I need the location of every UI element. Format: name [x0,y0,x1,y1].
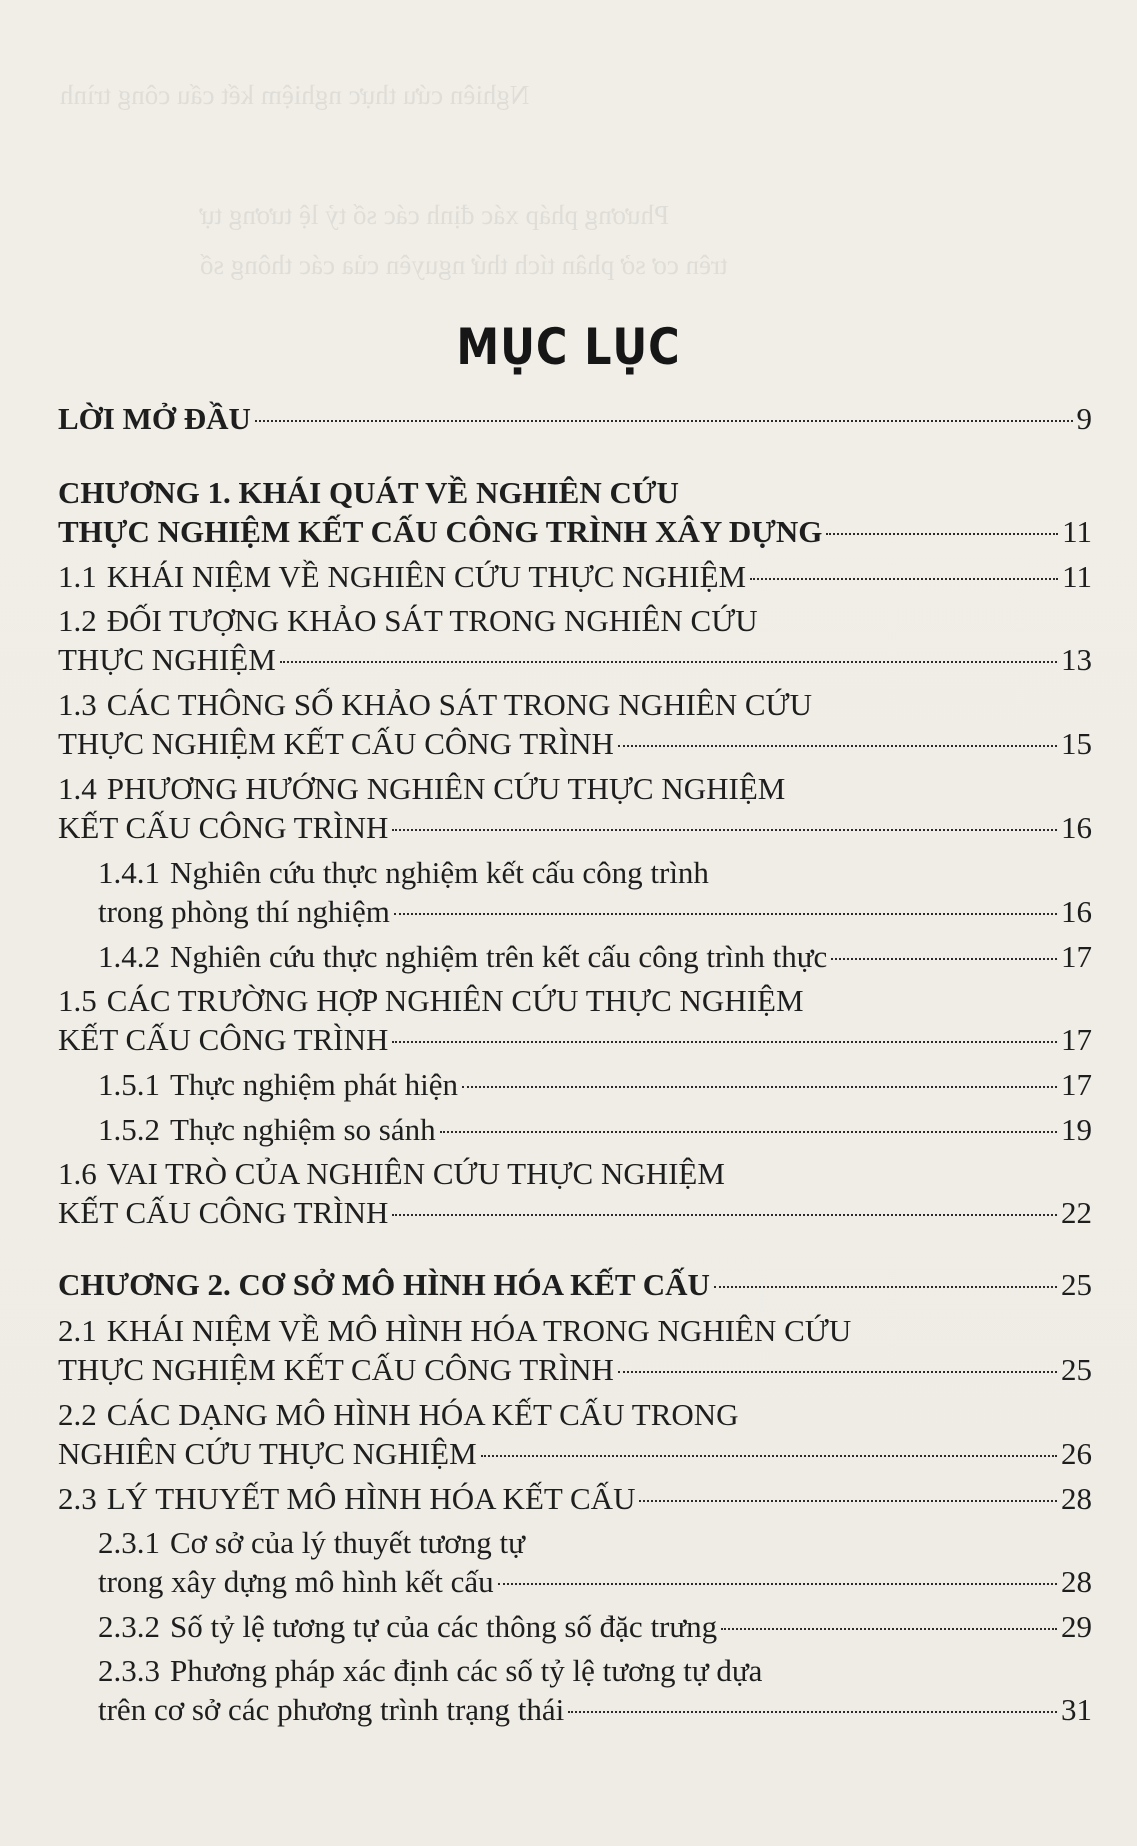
toc-entry-label: LỜI MỞ ĐẦU [58,401,251,436]
toc-section-1-2-line-1[interactable] [58,602,1092,640]
dot-leader [750,578,1058,580]
dot-leader [831,958,1057,960]
toc-chapter-1-line-1[interactable] [58,474,1092,512]
section-number: 2.2 [58,1397,97,1432]
toc-section-1-6-line-1[interactable] [58,1155,1092,1193]
toc-section-1-5-line-2[interactable] [58,1021,1092,1059]
toc-page-number: 28 [1061,1481,1092,1516]
toc-subsection-2-3-3-line-2[interactable] [98,1691,1092,1729]
toc-entry-label: Nghiên cứu thực nghiệm kết cấu công trình [170,855,709,890]
toc-subsection-1-5-1[interactable] [98,1066,1092,1104]
toc-section-2-3[interactable] [58,1480,1092,1518]
dot-leader [255,420,1073,422]
toc-entry-label: KẾT CẤU CÔNG TRÌNH [58,810,389,845]
dot-leader [568,1711,1057,1713]
section-number: 2.3 [58,1481,97,1516]
toc-entry-label: Thực nghiệm phát hiện [170,1067,458,1102]
toc-entry-label: Nghiên cứu thực nghiệm trên kết cấu công trình thực [170,939,828,974]
toc-page-number: 9 [1076,401,1092,436]
toc-entry-label: KHÁI NIỆM VỀ MÔ HÌNH HÓA TRONG NGHIÊN CỨU [106,1313,852,1348]
dot-leader [481,1455,1057,1457]
toc-page-number: 22 [1061,1195,1092,1230]
dot-leader [714,1286,1057,1288]
toc-page-number: 13 [1061,642,1092,677]
section-number: 1.4.1 [98,855,160,890]
dot-leader [639,1500,1057,1502]
section-number: 1.5 [58,983,97,1018]
toc-section-2-2-line-2[interactable] [58,1435,1092,1473]
toc-section-1-5-line-1[interactable] [58,982,1092,1020]
toc-page-number: 31 [1061,1692,1092,1727]
dot-leader [392,829,1057,831]
toc-entry-label: ĐỐI TƯỢNG KHẢO SÁT TRONG NGHIÊN CỨU [106,603,758,638]
toc-page-number: 26 [1061,1436,1092,1471]
toc-page-number: 25 [1061,1267,1092,1302]
toc-subsection-1-4-1-line-2[interactable] [98,893,1092,931]
toc-section-1-1[interactable] [58,558,1092,596]
toc-page-number: 29 [1061,1609,1092,1644]
toc-entry-label: Cơ sở của lý thuyết tương tự [170,1525,525,1560]
toc-entry-label: trong xây dựng mô hình kết cấu [98,1564,494,1599]
toc-page-number: 28 [1061,1564,1092,1599]
toc-section-1-3-line-2[interactable] [58,725,1092,763]
toc-entry-label: THỰC NGHIỆM KẾT CẤU CÔNG TRÌNH XÂY DỰNG [58,514,823,549]
dot-leader [618,745,1057,747]
toc-page-number: 17 [1061,1067,1092,1102]
toc-entry-label: CHƯƠNG 2. CƠ SỞ MÔ HÌNH HÓA KẾT CẤU [58,1267,710,1302]
toc-subsection-2-3-1-line-2[interactable] [98,1563,1092,1601]
toc-section-1-4-line-2[interactable] [58,809,1092,847]
toc-section-2-2-line-1[interactable] [58,1396,1092,1434]
section-number: 1.1 [58,559,97,594]
toc-section-2-1-line-1[interactable] [58,1312,1092,1350]
toc-entry-label: THỰC NGHIỆM KẾT CẤU CÔNG TRÌNH [58,726,614,761]
toc-page-number: 17 [1061,1022,1092,1057]
toc-section-2-1-line-2[interactable] [58,1351,1092,1389]
toc-entry-label: Thực nghiệm so sánh [170,1112,436,1147]
show-through-texture: trên cơ sở phân tích thứ nguyên của các thông số [200,250,728,280]
toc-entry-label: THỰC NGHIỆM [58,642,276,677]
toc-section-1-2-line-2[interactable] [58,641,1092,679]
toc-page-number: 17 [1061,939,1092,974]
toc-subsection-1-4-2[interactable] [98,938,1092,976]
section-number: 1.4 [58,771,97,806]
toc-entry-label: Phương pháp xác định các số tỷ lệ tương tự dựa [170,1653,763,1688]
toc-subsection-1-5-2[interactable] [98,1111,1092,1149]
toc-entry-label: CHƯƠNG 1. KHÁI QUÁT VỀ NGHIÊN CỨU [58,475,679,510]
dot-leader [440,1131,1057,1133]
dot-leader [392,1041,1057,1043]
toc-subsection-1-4-1-line-1[interactable] [98,854,1092,892]
toc-entry-label: Số tỷ lệ tương tự của các thông số đặc trưng [170,1609,718,1644]
show-through-texture: Phương pháp xác định các số tỷ lệ tương tự [200,200,670,230]
toc-entry-label: LÝ THUYẾT MÔ HÌNH HÓA KẾT CẤU [106,1481,636,1516]
section-number: 1.5.2 [98,1112,160,1147]
toc-chapter-1-line-2[interactable] [58,513,1092,551]
section-number: 1.4.2 [98,939,160,974]
section-number: 1.3 [58,687,97,722]
toc-page-number: 11 [1062,514,1092,549]
dot-leader [721,1628,1057,1630]
dot-leader [462,1086,1057,1088]
dot-leader [498,1583,1057,1585]
page-title: MỤC LỤC [456,318,681,376]
toc-subsection-2-3-1-line-1[interactable] [98,1524,1092,1562]
dot-leader [826,533,1058,535]
toc-entry-label: KẾT CẤU CÔNG TRÌNH [58,1022,389,1057]
section-number: 2.1 [58,1313,97,1348]
toc-entry-label: PHƯƠNG HƯỚNG NGHIÊN CỨU THỰC NGHIỆM [106,771,786,806]
toc-subsection-2-3-3-line-1[interactable] [98,1652,1092,1690]
section-number: 1.6 [58,1156,97,1191]
toc-page-number: 15 [1061,726,1092,761]
toc-chapter-2[interactable] [58,1266,1092,1304]
toc-entry-label: THỰC NGHIỆM KẾT CẤU CÔNG TRÌNH [58,1352,614,1387]
dot-leader [618,1371,1057,1373]
toc-entry-label: KẾT CẤU CÔNG TRÌNH [58,1195,389,1230]
toc-subsection-2-3-2[interactable] [98,1608,1092,1646]
toc-entry-label: VAI TRÒ CỦA NGHIÊN CỨU THỰC NGHIỆM [106,1156,725,1191]
toc-entry-label: NGHIÊN CỨU THỰC NGHIỆM [58,1436,477,1471]
toc-entry-label: CÁC TRƯỜNG HỢP NGHIÊN CỨU THỰC NGHIỆM [106,983,804,1018]
dot-leader [392,1214,1057,1216]
toc-page-number: 16 [1061,894,1092,929]
section-number: 2.3.3 [98,1653,160,1688]
show-through-texture: Nghiên cứu thực nghiệm kết cấu công trình [60,80,530,110]
toc-entry-label: trong phòng thí nghiệm [98,894,390,929]
toc-entry-preface[interactable] [58,400,1092,438]
section-number: 1.5.1 [98,1067,160,1102]
section-number: 2.3.2 [98,1609,160,1644]
toc-section-1-6-line-2[interactable] [58,1194,1092,1232]
section-number: 2.3.1 [98,1525,160,1560]
section-number: 1.2 [58,603,97,638]
toc-page-number: 25 [1061,1352,1092,1387]
toc-page-number: 11 [1062,559,1092,594]
dot-leader [394,913,1057,915]
toc-entry-label: CÁC DẠNG MÔ HÌNH HÓA KẾT CẤU TRONG [106,1397,739,1432]
toc-entry-label: trên cơ sở các phương trình trạng thái [98,1692,565,1727]
toc-page-number: 16 [1061,810,1092,845]
toc-section-1-4-line-1[interactable] [58,770,1092,808]
toc-section-1-3-line-1[interactable] [58,686,1092,724]
toc-page-number: 19 [1061,1112,1092,1147]
dot-leader [280,661,1057,663]
toc-entry-label: KHÁI NIỆM VỀ NGHIÊN CỨU THỰC NGHIỆM [106,559,747,594]
toc-entry-label: CÁC THÔNG SỐ KHẢO SÁT TRONG NGHIÊN CỨU [106,687,812,722]
